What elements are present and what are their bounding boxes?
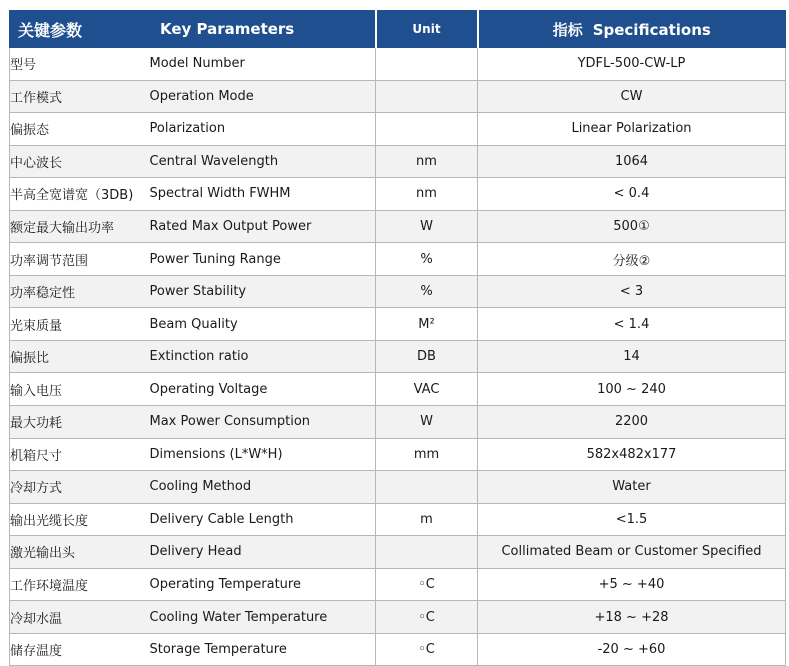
- unit-cell: [376, 113, 478, 146]
- param-en-cell: Power Stability: [150, 275, 376, 308]
- unit-cell: %: [376, 275, 478, 308]
- table-row: [10, 113, 786, 146]
- param-en-cell: Delivery Cable Length: [150, 503, 376, 536]
- table-row: [10, 536, 786, 569]
- spec-cell: 100 ~ 240: [478, 373, 786, 406]
- spec-cell: 1064: [478, 145, 786, 178]
- spec-cell: 500①: [478, 210, 786, 243]
- param-cn-cell: 输出光缆长度: [10, 503, 150, 536]
- param-en-cell: Operating Temperature: [150, 568, 376, 601]
- unit-cell: [376, 48, 478, 81]
- unit-cell: VAC: [376, 373, 478, 406]
- spec-table: [9, 10, 786, 666]
- spec-cell: -20 ~ +60: [478, 633, 786, 666]
- table-row: [10, 503, 786, 536]
- spec-cell: +18 ~ +28: [478, 601, 786, 634]
- spec-cell: <1.5: [478, 503, 786, 536]
- param-en-cell: Cooling Water Temperature: [150, 601, 376, 634]
- param-en-cell: Rated Max Output Power: [150, 210, 376, 243]
- spec-cell: 14: [478, 340, 786, 373]
- table-row: [10, 178, 786, 211]
- table-row: [10, 308, 786, 341]
- param-cn-cell: 工作模式: [10, 80, 150, 113]
- param-cn-cell: 额定最大输出功率: [10, 210, 150, 243]
- table-row: [10, 601, 786, 634]
- spec-cell: +5 ~ +40: [478, 568, 786, 601]
- header-spec: [478, 11, 786, 48]
- unit-cell: mm: [376, 438, 478, 471]
- param-cn-cell: 储存温度: [10, 633, 150, 666]
- param-cn-cell: 偏振态: [10, 113, 150, 146]
- header-spec-cn: 指标: [552, 20, 583, 39]
- header-spec-en: Specifications: [592, 20, 711, 39]
- param-en-cell: Delivery Head: [150, 536, 376, 569]
- header-param-en: Key Parameters: [150, 11, 376, 48]
- table-row: [10, 471, 786, 504]
- param-cn-cell: 功率调节范围: [10, 243, 150, 276]
- spec-cell: < 3: [478, 275, 786, 308]
- table-row: [10, 80, 786, 113]
- table-row: [10, 145, 786, 178]
- unit-cell: DB: [376, 340, 478, 373]
- param-cn-cell: 输入电压: [10, 373, 150, 406]
- param-cn-cell: 冷却方式: [10, 471, 150, 504]
- table-row: [10, 438, 786, 471]
- param-en-cell: Cooling Method: [150, 471, 376, 504]
- unit-cell: m: [376, 503, 478, 536]
- unit-cell: [376, 80, 478, 113]
- param-en-cell: Dimensions (L*W*H): [150, 438, 376, 471]
- spec-cell: < 0.4: [478, 178, 786, 211]
- spec-cell: < 1.4: [478, 308, 786, 341]
- spec-cell: 2200: [478, 406, 786, 439]
- param-en-cell: Operating Voltage: [150, 373, 376, 406]
- unit-cell: %: [376, 243, 478, 276]
- param-cn-cell: 冷却水温: [10, 601, 150, 634]
- param-cn-cell: 工作环境温度: [10, 568, 150, 601]
- table-row: [10, 633, 786, 666]
- unit-cell: [376, 471, 478, 504]
- spec-cell: Water: [478, 471, 786, 504]
- table-row: [10, 210, 786, 243]
- table-row: [10, 243, 786, 276]
- param-en-cell: Spectral Width FWHM: [150, 178, 376, 211]
- spec-cell: 582x482x177: [478, 438, 786, 471]
- unit-cell: W: [376, 406, 478, 439]
- spec-cell: 分级②: [478, 243, 786, 276]
- param-en-cell: Polarization: [150, 113, 376, 146]
- unit-cell: ◦C: [376, 601, 478, 634]
- param-cn-cell: 中心波长: [10, 145, 150, 178]
- table-row: [10, 568, 786, 601]
- table-row: [10, 275, 786, 308]
- param-en-cell: Model Number: [150, 48, 376, 81]
- spec-cell: Collimated Beam or Customer Specified: [478, 536, 786, 569]
- param-cn-cell: 功率稳定性: [10, 275, 150, 308]
- param-en-cell: Max Power Consumption: [150, 406, 376, 439]
- param-cn-cell: 光束质量: [10, 308, 150, 341]
- param-en-cell: Storage Temperature: [150, 633, 376, 666]
- unit-cell: [376, 536, 478, 569]
- unit-cell: nm: [376, 145, 478, 178]
- param-en-cell: Extinction ratio: [150, 340, 376, 373]
- header-param-cn: 关键参数: [10, 11, 150, 48]
- unit-cell: ◦C: [376, 633, 478, 666]
- header-unit: Unit: [376, 11, 478, 48]
- param-en-cell: Power Tuning Range: [150, 243, 376, 276]
- param-en-cell: Operation Mode: [150, 80, 376, 113]
- table-row: [10, 48, 786, 81]
- table-header: [10, 11, 786, 48]
- unit-cell: nm: [376, 178, 478, 211]
- param-en-cell: Central Wavelength: [150, 145, 376, 178]
- param-cn-cell: 偏振比: [10, 340, 150, 373]
- param-cn-cell: 型号: [10, 48, 150, 81]
- spec-cell: Linear Polarization: [478, 113, 786, 146]
- param-cn-cell: 机箱尺寸: [10, 438, 150, 471]
- table-row: [10, 340, 786, 373]
- param-cn-cell: 半高全宽谱宽（3DB): [10, 178, 150, 211]
- table-row: [10, 373, 786, 406]
- spec-cell: CW: [478, 80, 786, 113]
- spec-cell: YDFL-500-CW-LP: [478, 48, 786, 81]
- param-cn-cell: 激光输出头: [10, 536, 150, 569]
- param-cn-cell: 最大功耗: [10, 406, 150, 439]
- unit-cell: M²: [376, 308, 478, 341]
- unit-cell: W: [376, 210, 478, 243]
- table-row: [10, 406, 786, 439]
- unit-cell: ◦C: [376, 568, 478, 601]
- param-en-cell: Beam Quality: [150, 308, 376, 341]
